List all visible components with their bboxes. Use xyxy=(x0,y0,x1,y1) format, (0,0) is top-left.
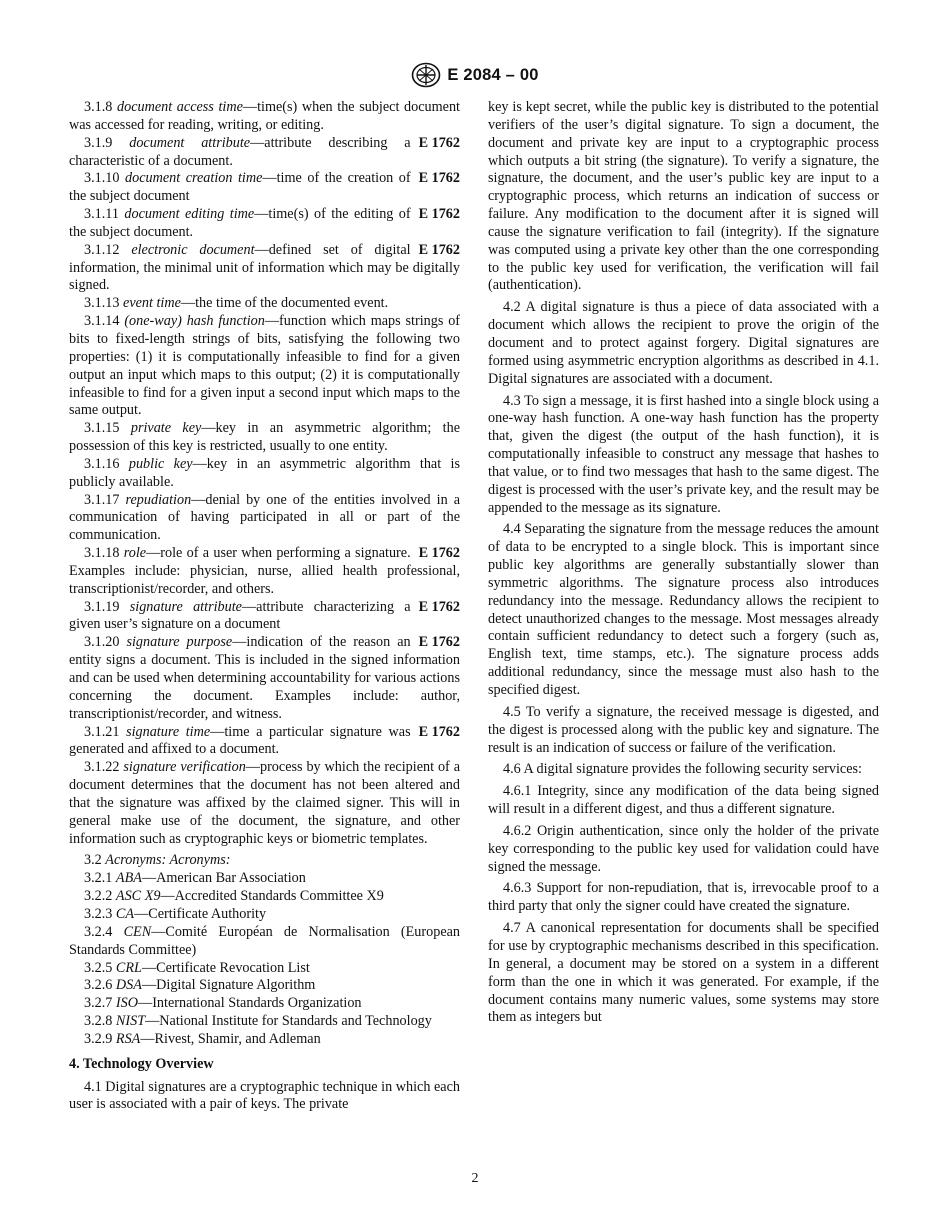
definition-text: —process by which the recipient of a document determines that the document has not been altered and that the signature was affixed by the claimed signer. This will in general make use of the document, the signature, and other information such as cryptographic keys or biometric templates. xyxy=(69,759,460,847)
acronym-abbr: ASC X9 xyxy=(115,888,161,905)
paragraph-4-2: 4.2 A digital signature is thus a piece of data associated with a document which allows the recipient to prove the origin of the document and to protect against forgery. Digital signatures are formed using asymmetric encryption algorithms as described in 4.1. Digital signatures are associated with a document. xyxy=(488,299,879,387)
definition-number: 3.1.15 xyxy=(84,420,120,437)
acronym-number: 3.2.6 xyxy=(84,977,113,994)
definition-entry xyxy=(69,492,460,546)
acronym-entry xyxy=(69,995,460,1013)
acronym-number: 3.2.2 xyxy=(84,888,113,905)
right-column xyxy=(488,99,879,1027)
acronym-entry xyxy=(69,1013,460,1031)
definition-term: signature purpose xyxy=(126,634,233,651)
definition-number: 3.1.10 xyxy=(84,170,120,187)
paragraph-4-1-continued: key is kept secret, while the public key is distributed to the potential verifiers of the user’s digital signature. To sign a document, the document and private key are input to a cryptographic process which outputs a bit string (the signature). To verify a signature, the signature, the document, and the user’s public key are input to a cryptographic process, which returns an indication of success or failure. Any modification to the document after it is signed will cause the signature verification to fail (integrity). If the signature was computed using a private key other than the one corresponding to the public key used for verification, the verification will fail (authentication). xyxy=(488,99,879,294)
definition-number: 3.1.11 xyxy=(84,206,119,223)
acronym-abbr: CA xyxy=(115,905,135,922)
acronym-entry xyxy=(69,924,460,960)
definition-text: —attribute describing a characteristic of a document. xyxy=(69,134,411,169)
definition-term: document editing time xyxy=(124,206,255,223)
definition-term: signature attribute xyxy=(129,598,242,615)
acronym-entry xyxy=(69,906,460,924)
definition-entry xyxy=(69,420,460,456)
acronym-number: 3.2.4 xyxy=(84,923,113,940)
paragraph-4-6-3: 4.6.3 Support for non-repudiation, that is, irrevocable proof to a third party that only the signer could have created the signature. xyxy=(488,880,879,915)
definition-number: 3.1.21 xyxy=(84,723,120,740)
definition-text: —key in an asymmetric algorithm; the possession of this key is restricted, usually to one entity. xyxy=(69,420,460,455)
definition-term: repudiation xyxy=(125,491,192,508)
definition-term: document access time xyxy=(117,99,243,115)
acronym-entry xyxy=(69,960,460,978)
standard-reference: E 1762 xyxy=(418,206,460,223)
acronym-definition: —Accredited Standards Committee X9 xyxy=(160,888,384,905)
definition-number: 3.1.19 xyxy=(84,598,120,615)
document-id: E 2084 – 00 xyxy=(447,65,539,84)
acronym-definition: —Digital Signature Algorithm xyxy=(141,977,316,994)
definition-entry xyxy=(69,724,460,760)
acronym-number: 3.2.3 xyxy=(84,905,113,922)
standard-reference: E 1762 xyxy=(418,241,460,258)
paragraph-4-1: 4.1 Digital signatures are a cryptographic technique in which each user is associated with a pair of keys. The private xyxy=(69,1078,460,1113)
definition-entry xyxy=(69,456,460,492)
acronym-abbr: RSA xyxy=(115,1030,141,1047)
definition-number: 3.1.9 xyxy=(84,134,113,151)
definition-number: 3.1.12 xyxy=(84,241,120,258)
acronym-abbr: CRL xyxy=(115,959,142,976)
acronym-definition: —Rivest, Shamir, and Adleman xyxy=(140,1030,321,1047)
paragraph-4-6-1: 4.6.1 Integrity, since any modification of the data being signed will result in a different digest, and thus a different signature. xyxy=(488,783,879,818)
definition-entry xyxy=(69,634,460,723)
acronym-definition: —Comité Européan de Normalisation (European Standards Committee) xyxy=(69,923,461,958)
standard-reference: E 1762 xyxy=(418,170,460,187)
paragraph-4-3: 4.3 To sign a message, it is first hashed into a single block using a one-way hash function. A one-way hash function has the property that, given the digest (the output of the hash function), it is computationally infeasible to construct any message that hashes to that value, or to find two messages that hash to the same digest. The digest is processed with the user’s private key, and the result may be appended to the message as its signature. xyxy=(488,392,879,516)
page-number: 2 xyxy=(471,1171,479,1186)
definition-number: 3.1.13 xyxy=(84,295,120,312)
definition-term: public key xyxy=(128,455,193,472)
definition-number: 3.1.18 xyxy=(84,545,120,562)
page-header xyxy=(0,62,950,88)
definition-text: —attribute characterizing a given user’s signature on a document xyxy=(69,598,411,633)
definition-entry xyxy=(69,295,460,313)
definition-number: 3.1.17 xyxy=(84,491,120,508)
definition-term: document attribute xyxy=(129,134,251,151)
acronym-number: 3.2.5 xyxy=(84,959,113,976)
definition-text: —the time of the documented event. xyxy=(180,295,389,312)
acronym-definition: —Certificate Revocation List xyxy=(141,959,310,976)
definition-text: —time(s) of the editing of the subject document. xyxy=(69,206,411,240)
acronym-number: 3.2.1 xyxy=(84,870,113,887)
paragraph-4-6: 4.6 A digital signature provides the following security services: xyxy=(503,761,862,778)
definition-text: —time a particular signature was generated and affixed to a document. xyxy=(69,723,411,758)
acronym-entry xyxy=(69,1031,460,1049)
definition-term: electronic document xyxy=(131,241,255,258)
standard-reference: E 1762 xyxy=(418,545,460,562)
acronym-definition: —International Standards Organization xyxy=(138,995,362,1012)
astm-logo xyxy=(411,62,441,88)
paragraph-4-5: 4.5 To verify a signature, the received message is digested, and the digest is processed along with the public key and signature. The result is an indication of success or failure of the verification. xyxy=(488,703,879,756)
acronym-number: 3.2.7 xyxy=(84,995,113,1012)
left-column xyxy=(69,99,460,1114)
acronym-abbr: ABA xyxy=(115,870,142,887)
acronym-abbr: CEN xyxy=(123,923,152,940)
definition-entry xyxy=(69,242,460,296)
definition-term: document creation time xyxy=(125,170,263,187)
definition-term: signature verification xyxy=(123,759,246,776)
definition-term: signature time xyxy=(126,723,211,740)
definition-text: —indication of the reason an entity signs a document. This is included in the signed information and can be used when determining accountability for various actions concerning the document. Examples include: author, transcriptionist/recorder, and witness. xyxy=(69,634,460,722)
definition-entry xyxy=(69,206,460,242)
acronym-entry xyxy=(69,977,460,995)
section-heading: 4. Technology Overview xyxy=(69,1055,214,1072)
acronym-abbr: NIST xyxy=(115,1013,146,1030)
definition-number: 3.1.20 xyxy=(84,634,120,651)
definition-term: (one-way) hash function xyxy=(124,313,265,330)
definition-entry xyxy=(69,599,460,635)
definition-text: —function which maps strings of bits to fixed-length strings of bits, satisfying the following two properties: (1) it is computationally infeasible to find for a given output an input which maps to this output; (2) it is computationally infeasible to find for a given input a second input which maps to the same output. xyxy=(69,313,461,419)
definition-text: —denial by one of the entities involved in a communication of having participated in all or part of the communication. xyxy=(69,491,461,544)
definition-number: 3.1.22 xyxy=(84,759,120,776)
definition-term: event time xyxy=(123,295,181,312)
definition-entry xyxy=(69,99,460,135)
acronym-definition: —American Bar Association xyxy=(141,870,306,887)
acronym-entry xyxy=(69,870,460,888)
acronym-abbr: DSA xyxy=(115,977,142,994)
acronym-definition: —Certificate Authority xyxy=(134,905,267,922)
acronym-number: 3.2.8 xyxy=(84,1013,113,1030)
acronym-definition: —National Institute for Standards and Technology xyxy=(145,1013,432,1030)
definition-term: role xyxy=(123,545,147,562)
standard-reference: E 1762 xyxy=(418,723,460,740)
definition-text: —role of a user when performing a signature. Examples include: physician, nurse, allied health professional, transcriptionist/recorder, and others. xyxy=(69,545,460,597)
acronym-number: 3.2.9 xyxy=(84,1030,113,1047)
definition-text: —key in an asymmetric algorithm that is publicly available. xyxy=(69,455,461,490)
paragraph-4-6-2: 4.6.2 Origin authentication, since only the holder of the private key corresponding to the public key used for validation could have signed the message. xyxy=(488,822,879,875)
acronyms-heading: 3.2 Acronyms: Acronyms: xyxy=(84,852,231,869)
paragraph-4-7: 4.7 A canonical representation for documents shall be specified for use by cryptographic mechanisms described in this specification. In general, a document may be stored on a system in a different form than the one in which it was generated. For example, if the document contains many numeric values, some systems may store them as integers but xyxy=(488,920,879,1026)
definition-number: 3.1.8 xyxy=(84,99,113,115)
definition-number: 3.1.14 xyxy=(84,313,120,330)
acronym-abbr: ISO xyxy=(115,995,138,1012)
definition-entry xyxy=(69,759,460,848)
definition-entry xyxy=(69,170,460,206)
definition-term: private key xyxy=(130,420,202,437)
standard-reference: E 1762 xyxy=(418,134,460,151)
definition-entry xyxy=(69,135,460,171)
definition-entry xyxy=(69,545,460,599)
standard-reference: E 1762 xyxy=(418,598,460,615)
definition-number: 3.1.16 xyxy=(84,455,120,472)
definition-text: —defined set of digital information, the minimal unit of information which may be digitally signed. xyxy=(69,241,460,294)
acronym-entry xyxy=(69,888,460,906)
definition-entry xyxy=(69,313,460,420)
definition-text: —time(s) when the subject document was accessed for reading, writing, or editing. xyxy=(69,99,460,133)
standard-reference: E 1762 xyxy=(418,634,460,651)
definition-text: —time of the creation of the subject document xyxy=(69,170,411,205)
paragraph-4-4: 4.4 Separating the signature from the message reduces the amount of data to be encrypted to a single block. This is important since public key algorithms are generally substantially slower than symmetric algorithms. The signature process also introduces redundancy into the message. Redundancy allows the recipient to detect unauthorized changes to the message. Most messages already contain sufficient redundancy to detect such a forgery (such as, English text, time stamps, etc.). The signature process adds additional redundancy, since the message must also hash to the specified digest. xyxy=(488,521,879,698)
